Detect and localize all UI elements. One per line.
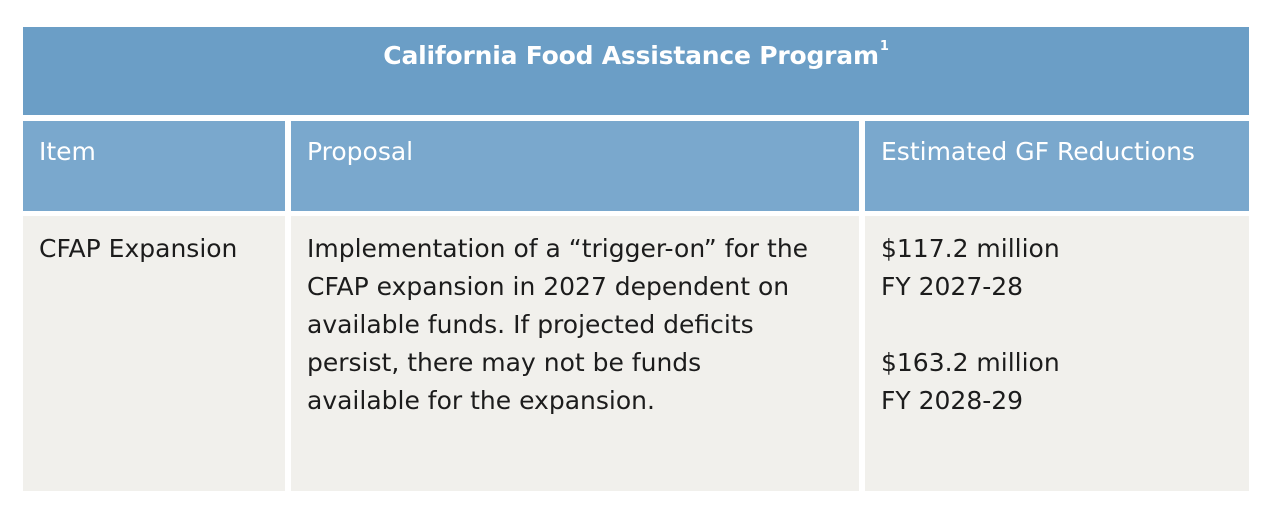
reduction-amount: $117.2 million	[881, 234, 1060, 263]
table-header-row	[23, 121, 1249, 211]
row-proposal: Implementation of a “trigger-on” for the CFAP expansion in 2027 dependent on available funds. If projected deficits persist, there may not be funds available for the expansion.	[291, 216, 859, 491]
row-reductions	[865, 216, 1249, 491]
header-item: Item	[23, 121, 285, 211]
table-row	[23, 216, 1249, 491]
reduction-entry	[881, 344, 1249, 420]
cfap-table	[23, 27, 1249, 491]
table-title-bar	[23, 27, 1249, 115]
reduction-amount: $163.2 million	[881, 348, 1060, 377]
title-footnote-marker: 1	[879, 39, 889, 54]
table-title: California Food Assistance Program	[383, 41, 879, 70]
row-item: CFAP Expansion	[23, 216, 285, 491]
reduction-fiscal-year: FY 2028-29	[881, 386, 1024, 415]
header-reductions: Estimated GF Reductions	[865, 121, 1249, 211]
reduction-entry	[881, 230, 1249, 306]
header-proposal: Proposal	[291, 121, 859, 211]
reduction-fiscal-year: FY 2027-28	[881, 272, 1024, 301]
